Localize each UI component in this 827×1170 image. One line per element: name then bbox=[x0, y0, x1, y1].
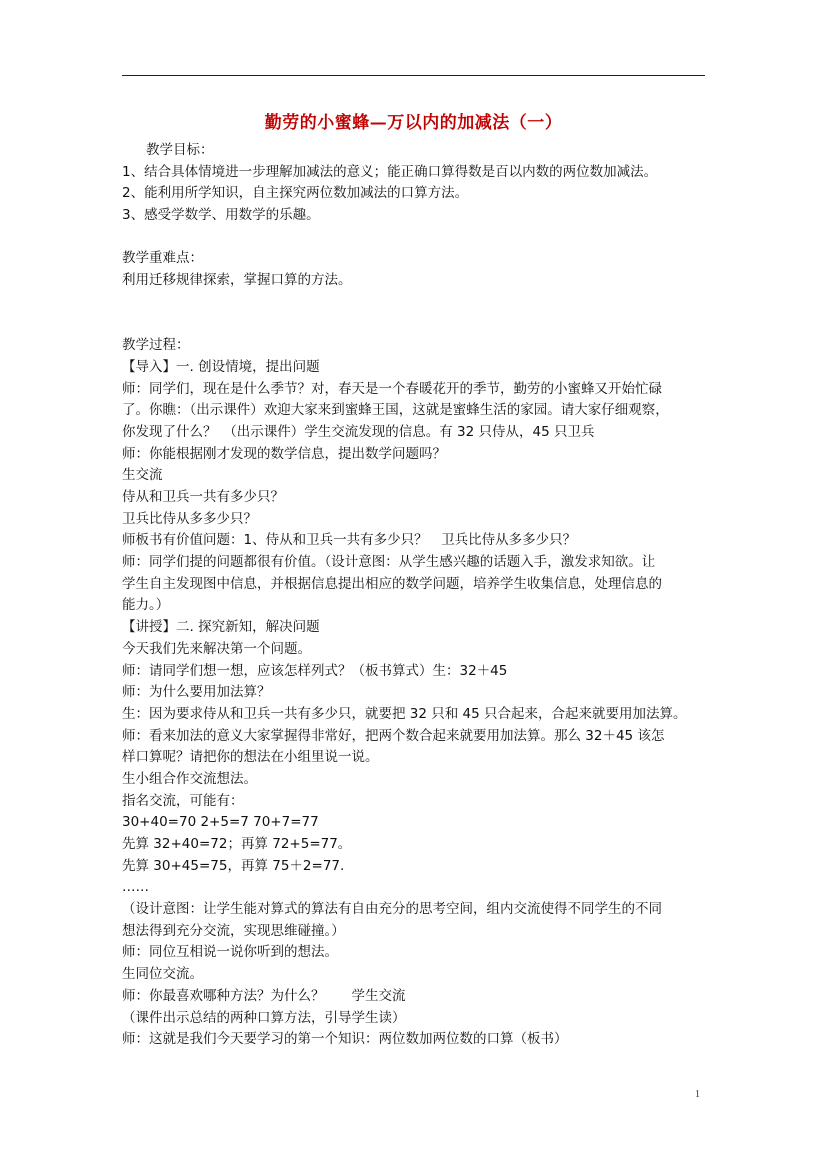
body-line: 30+40=70 2+5=7 70+7=77 bbox=[122, 814, 319, 831]
body-line: 学生自主发现图中信息，并根据信息提出相应的数学问题，培养学生收集信息，处理信息的 bbox=[122, 575, 662, 592]
body-line: 师：同学们，现在是什么季节？对，春天是一个春暖花开的季节，勤劳的小蜜蜂又开始忙碌 bbox=[122, 380, 662, 397]
body-line: 生：因为要求侍从和卫兵一共有多少只，就要把 32 只和 45 只合起来，合起来就要用加法算。 bbox=[122, 705, 687, 722]
body-line: 生同位交流。 bbox=[122, 966, 203, 983]
body-line: 卫兵比侍从多多少只？ bbox=[122, 510, 257, 527]
body-line: 今天我们先来解决第一个问题。 bbox=[122, 640, 311, 657]
body-line: 【导入】一. 创设情境，提出问题 bbox=[122, 358, 320, 375]
body-line: 先算 32+40=72；再算 72+5=77。 bbox=[122, 836, 352, 852]
body-line: 侍从和卫兵一共有多少只？ bbox=[122, 489, 284, 505]
body-line: 教学过程： bbox=[122, 337, 190, 354]
body-line: 【讲授】二. 探究新知，解决问题 bbox=[122, 619, 320, 636]
body-line: 师：这就是我们今天要学习的第一个知识：两位数加两位数的口算（板书） bbox=[122, 1031, 568, 1048]
body-line: 教学目标： bbox=[146, 142, 214, 158]
body-line: 2、能利用所学知识，自主探究两位数加减法的口算方法。 bbox=[122, 185, 469, 202]
blank-line bbox=[122, 292, 707, 314]
body-line: …… bbox=[122, 879, 149, 896]
body-line: 师：你能根据刚才发现的数学信息，提出数学问题吗？ bbox=[122, 445, 446, 462]
body-line: 生小组合作交流想法。 bbox=[122, 770, 257, 787]
page-number: 1 bbox=[695, 1089, 700, 1100]
body-line: （设计意图：让学生能对算式的算法有自由充分的思考空间，组内交流使得不同学生的不同 bbox=[122, 901, 662, 918]
body-line: 你发现了什么？ （出示课件）学生交流发现的信息。有 32 只侍从，45 只卫兵 bbox=[122, 423, 595, 440]
body-line: 师：同学们提的问题都很有价值。（设计意图：从学生感兴趣的话题入手，激发求知欲。让 bbox=[122, 554, 656, 571]
body-line: 1、结合具体情境进一步理解加减法的意义；能正确口算得数是百以内数的两位数加减法。 bbox=[122, 163, 658, 180]
body-line: 生交流 bbox=[122, 467, 163, 484]
body-line: 师：同位互相说一说你听到的想法。 bbox=[122, 944, 338, 961]
body-line: 先算 30+45=75，再算 75＋2=77. bbox=[122, 857, 345, 874]
body-line: 指名交流，可能有： bbox=[122, 792, 244, 809]
body-line: 能力。） bbox=[122, 597, 170, 614]
body-line: 3、感受学数学、用数学的乐趣。 bbox=[122, 207, 320, 224]
blank-line bbox=[122, 227, 707, 249]
body-line: 教学重难点： bbox=[122, 250, 203, 267]
body-line: 想法得到充分交流，实现思维碰撞。） bbox=[122, 922, 345, 939]
body-line: 师：请同学们想一想，应该怎样列式？（板书算式）生：32＋45 bbox=[122, 662, 508, 679]
body-line: 师：你最喜欢哪种方法？为什么？ 学生交流 bbox=[122, 987, 406, 1004]
body-line: 师板书有价值问题：1、侍从和卫兵一共有多少只？ 卫兵比侍从多多少只？ bbox=[122, 532, 577, 549]
header-rule bbox=[122, 75, 705, 76]
body-line: （课件出示总结的两种口算方法，引导学生读） bbox=[122, 1009, 406, 1026]
body-line: 样口算呢？请把你的想法在小组里说一说。 bbox=[122, 749, 379, 766]
body-line: 了。你瞧：（出示课件）欢迎大家来到蜜蜂王国，这就是蜜蜂生活的家园。请大家仔细观察， bbox=[122, 402, 669, 419]
document-title: 勤劳的小蜜蜂—万以内的加减法（一） bbox=[264, 113, 563, 133]
document-body bbox=[122, 140, 707, 1051]
body-line: 利用迁移规律探索，掌握口算的方法。 bbox=[122, 272, 352, 289]
body-line: 师：为什么要用加法算？ bbox=[122, 684, 271, 701]
blank-line bbox=[122, 314, 707, 336]
body-line: 师：看来加法的意义大家掌握得非常好，把两个数合起来就要用加法算。那么 32＋45 该怎 bbox=[122, 727, 665, 744]
